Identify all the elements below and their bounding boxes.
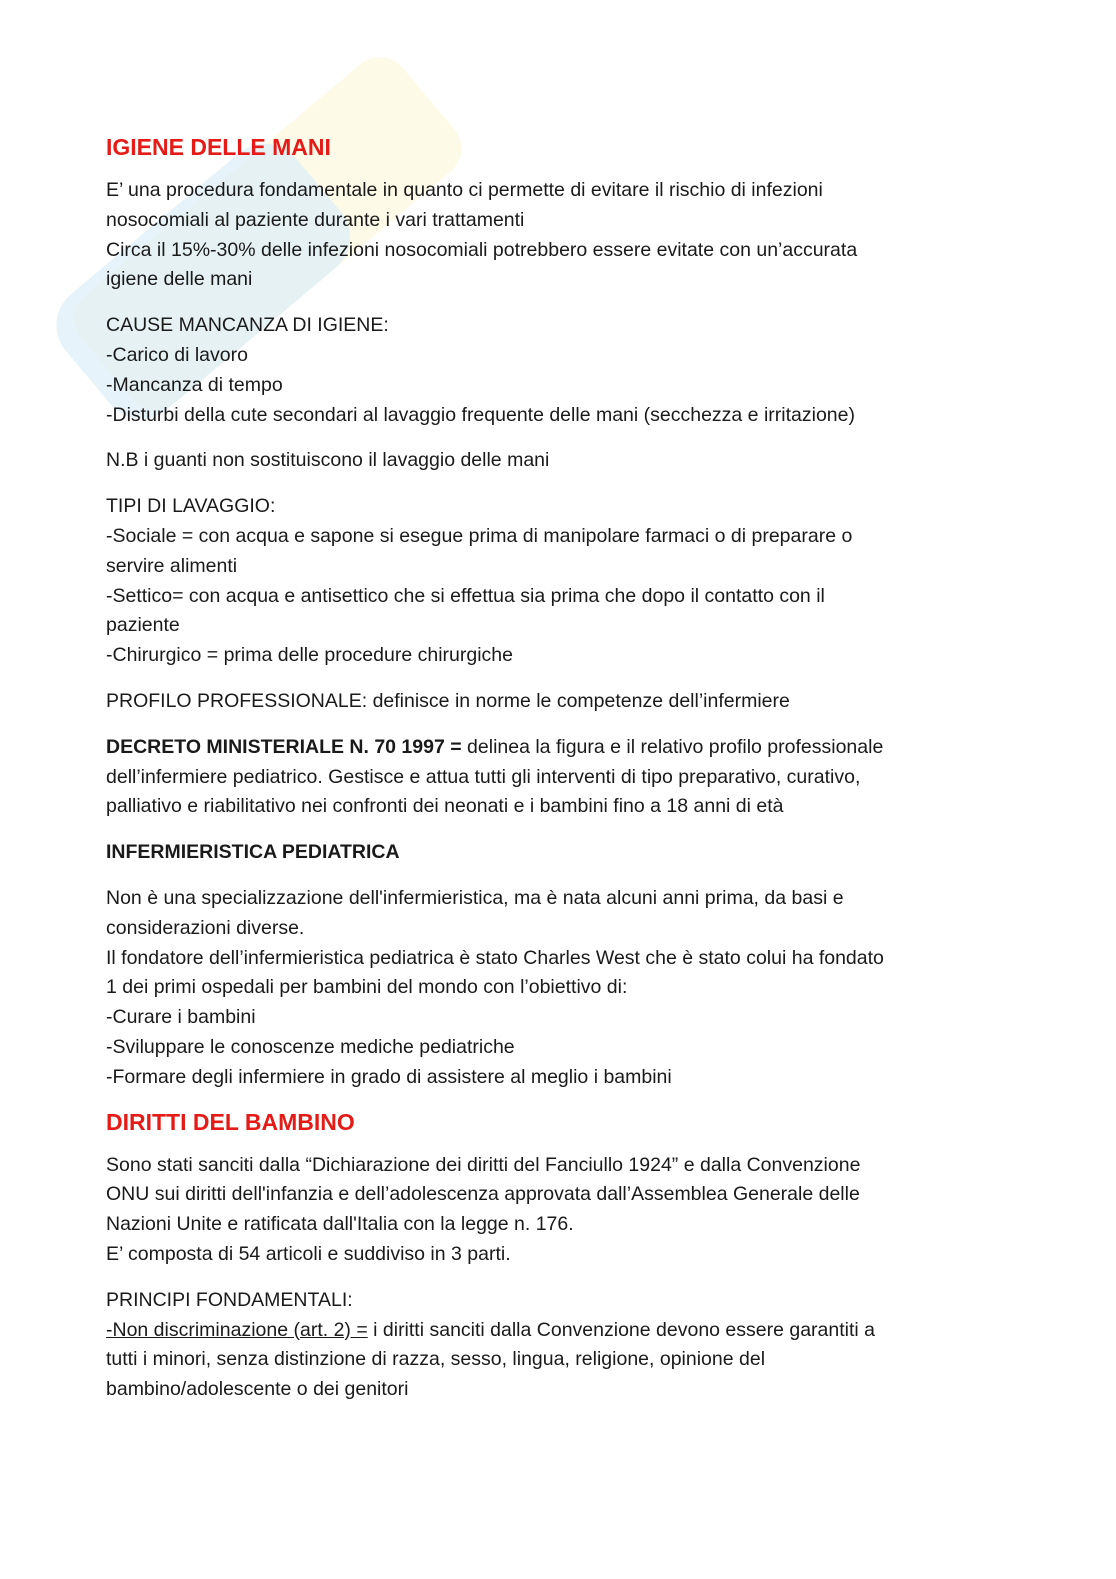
profile-line: PROFILO PROFESSIONALE: definisce in norme le competenze dell’infermiere: [106, 689, 790, 712]
paragraph-line: palliativo e riabilitativo nei confronti dei neonati e i bambini fino a 18 anni di età: [106, 795, 784, 818]
principles-heading: PRINCIPI FONDAMENTALI:: [106, 1288, 353, 1311]
decree-label: DECRETO MINISTERIALE N. 70 1997 =: [106, 735, 462, 758]
note-line: N.B i guanti non sostituiscono il lavaggio delle mani: [106, 449, 550, 472]
paragraph-line: Sono stati sanciti dalla “Dichiarazione dei diritti del Fanciullo 1924” e dalla Convenzione: [106, 1153, 861, 1176]
paragraph-line: tutti i minori, senza distinzione di razza, sesso, lingua, religione, opinione del: [106, 1348, 766, 1371]
list-item: -Formare degli infermiere in grado di assistere al meglio i bambini: [106, 1065, 672, 1088]
list-item: -Curare i bambini: [106, 1006, 256, 1029]
list-item: servire alimenti: [106, 554, 238, 577]
heading-diritti-del-bambino: DIRITTI DEL BAMBINO: [106, 1108, 355, 1135]
list-item: -Sviluppare le conoscenze mediche pediatriche: [106, 1035, 515, 1058]
paragraph-line: Circa il 15%-30% delle infezioni nosocomiali potrebbero essere evitate con un’accurata: [106, 238, 858, 261]
list-item: -Carico di lavoro: [106, 343, 248, 366]
paragraph-line: igiene delle mani: [106, 268, 253, 291]
list-item: paziente: [106, 614, 180, 637]
principle-text: i diritti sanciti dalla Convenzione devono essere garantiti a: [367, 1318, 876, 1341]
paragraph-line: Non è una specializzazione dell'infermieristica, ma è nata alcuni anni prima, da basi e: [106, 886, 844, 909]
heading-igiene-delle-mani: IGIENE DELLE MANI: [106, 134, 331, 160]
paragraph-line: ONU sui diritti dell'infanzia e dell’adolescenza approvata dall’Assemblea Generale delle: [106, 1183, 860, 1206]
paragraph-line: nosocomiali al paziente durante i vari trattamenti: [106, 208, 525, 231]
paragraph-line: dell’infermiere pediatrico. Gestisce e attua tutti gli interventi di tipo preparativo, curativo,: [106, 765, 861, 788]
decree-line: [106, 733, 1006, 763]
list-item: -Mancanza di tempo: [106, 373, 283, 396]
paragraph-line: bambino/adolescente o dei genitori: [106, 1378, 409, 1401]
types-heading: TIPI DI LAVAGGIO:: [106, 495, 276, 518]
paragraph-line: Nazioni Unite e ratificata dall'Italia con la legge n. 176.: [106, 1213, 574, 1236]
list-item: -Disturbi della cute secondari al lavaggio frequente delle mani (secchezza e irritazione): [106, 403, 855, 426]
list-item: -Sociale = con acqua e sapone si esegue prima di manipolare farmaci o di preparare o: [106, 524, 853, 547]
principle-line: [106, 1316, 1006, 1346]
heading-infermieristica-pediatrica: INFERMIERISTICA PEDIATRICA: [106, 841, 400, 864]
paragraph-line: Il fondatore dell’infermieristica pediatrica è stato Charles West che è stato colui ha fondato: [106, 946, 884, 969]
document-page: [106, 128, 1006, 1405]
causes-heading: CAUSE MANCANZA DI IGIENE:: [106, 314, 389, 337]
paragraph-line: E’ composta di 54 articoli e suddiviso in 3 parti.: [106, 1242, 511, 1265]
paragraph-line: 1 dei primi ospedali per bambini del mondo con l’obiettivo di:: [106, 976, 628, 999]
paragraph-line: E’ una procedura fondamentale in quanto ci permette di evitare il rischio di infezioni: [106, 179, 823, 201]
principle-label: -Non discriminazione (art. 2) =: [106, 1318, 368, 1341]
paragraph-line: considerazioni diverse.: [106, 916, 305, 939]
list-item: -Settico= con acqua e antisettico che si effettua sia prima che dopo il contatto con il: [106, 584, 825, 607]
list-item: -Chirurgico = prima delle procedure chirurgiche: [106, 644, 513, 667]
decree-text: delinea la figura e il relativo profilo professionale: [461, 735, 884, 758]
